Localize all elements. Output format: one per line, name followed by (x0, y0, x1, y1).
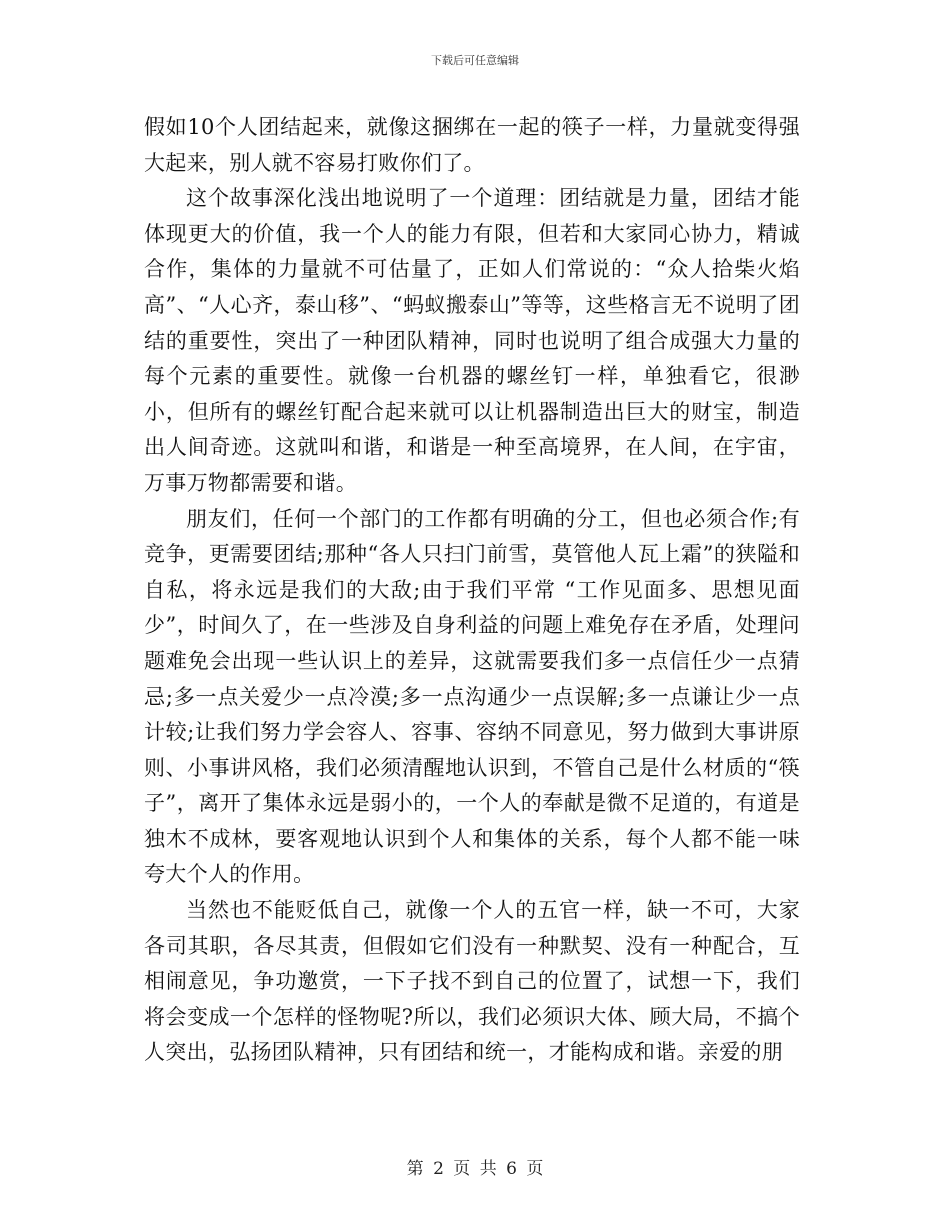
paragraph-4: 当然也不能贬低自己，就像一个人的五官一样，缺一不可，大家各司其职，各尽其责，但假如它们没有一种默契、没有一种配合，互相闹意见，争功邀赏，一下子找不到自己的位置了，试想一下，我们将会变成一个怎样的怪物呢?所以，我们必须识大体、顾大局，不搞个人突出，弘扬团队精神，只有团结和统一，才能构成和谐。亲爱的朋 (144, 898, 800, 1065)
paragraph-2: 这个故事深化浅出地说明了一个道理：团结就是力量，团结才能体现更大的价值，我一个人的能力有限，但若和大家同心协力，精诚合作，集体的力量就不可估量了，正如人们常说的：“众人拾柴火焰高”、“人心齐，泰山移”、“蚂蚁搬泰山”等等，这些格言无不说明了团结的重要性，突出了一种团队精神，同时也说明了组合成强大力量的每个元素的重要性。就像一台机器的螺丝钉一样，单独看它，很渺小，但所有的螺丝钉配合起来就可以让机器制造出巨大的财宝，制造出人间奇迹。这就叫和谐，和谐是一种至高境界，在人间，在宇宙，万事万物都需要和谐。 (144, 186, 800, 495)
document-body (144, 110, 800, 1071)
page-header: 下载后可任意编辑 (431, 54, 519, 67)
page-number: 第 2 页 共 6 页 (406, 1159, 544, 1179)
paragraph-3: 朋友们，任何一个部门的工作都有明确的分工，但也必须合作;有竞争，更需要团结;那种“各人只扫门前雪，莫管他人瓦上霜”的狭隘和自私，将永远是我们的大敌;由于我们平常 “工作见面多、思想见面少”，时间久了，在一些涉及自身利益的问题上难免存在矛盾，处理问题难免会出现一些认识上的差异，这就需要我们多一点信任少一点猜忌;多一点关爱少一点冷漠;多一点沟通少一点误解;多一点谦让少一点计较;让我们努力学会容人、容事、容纳不同意见，努力做到大事讲原则、小事讲风格，我们必须清醒地认识到，不管自己是什么材质的“筷子”，离开了集体永远是弱小的，一个人的奉献是微不足道的，有道是独木不成林，要客观地认识到个人和集体的关系，每个人都不能一味夸大个人的作用。 (144, 506, 800, 887)
paragraph-1: 假如10个人团结起来，就像这捆绑在一起的筷子一样，力量就变得强大起来，别人就不容易打败你们了。 (144, 115, 800, 175)
